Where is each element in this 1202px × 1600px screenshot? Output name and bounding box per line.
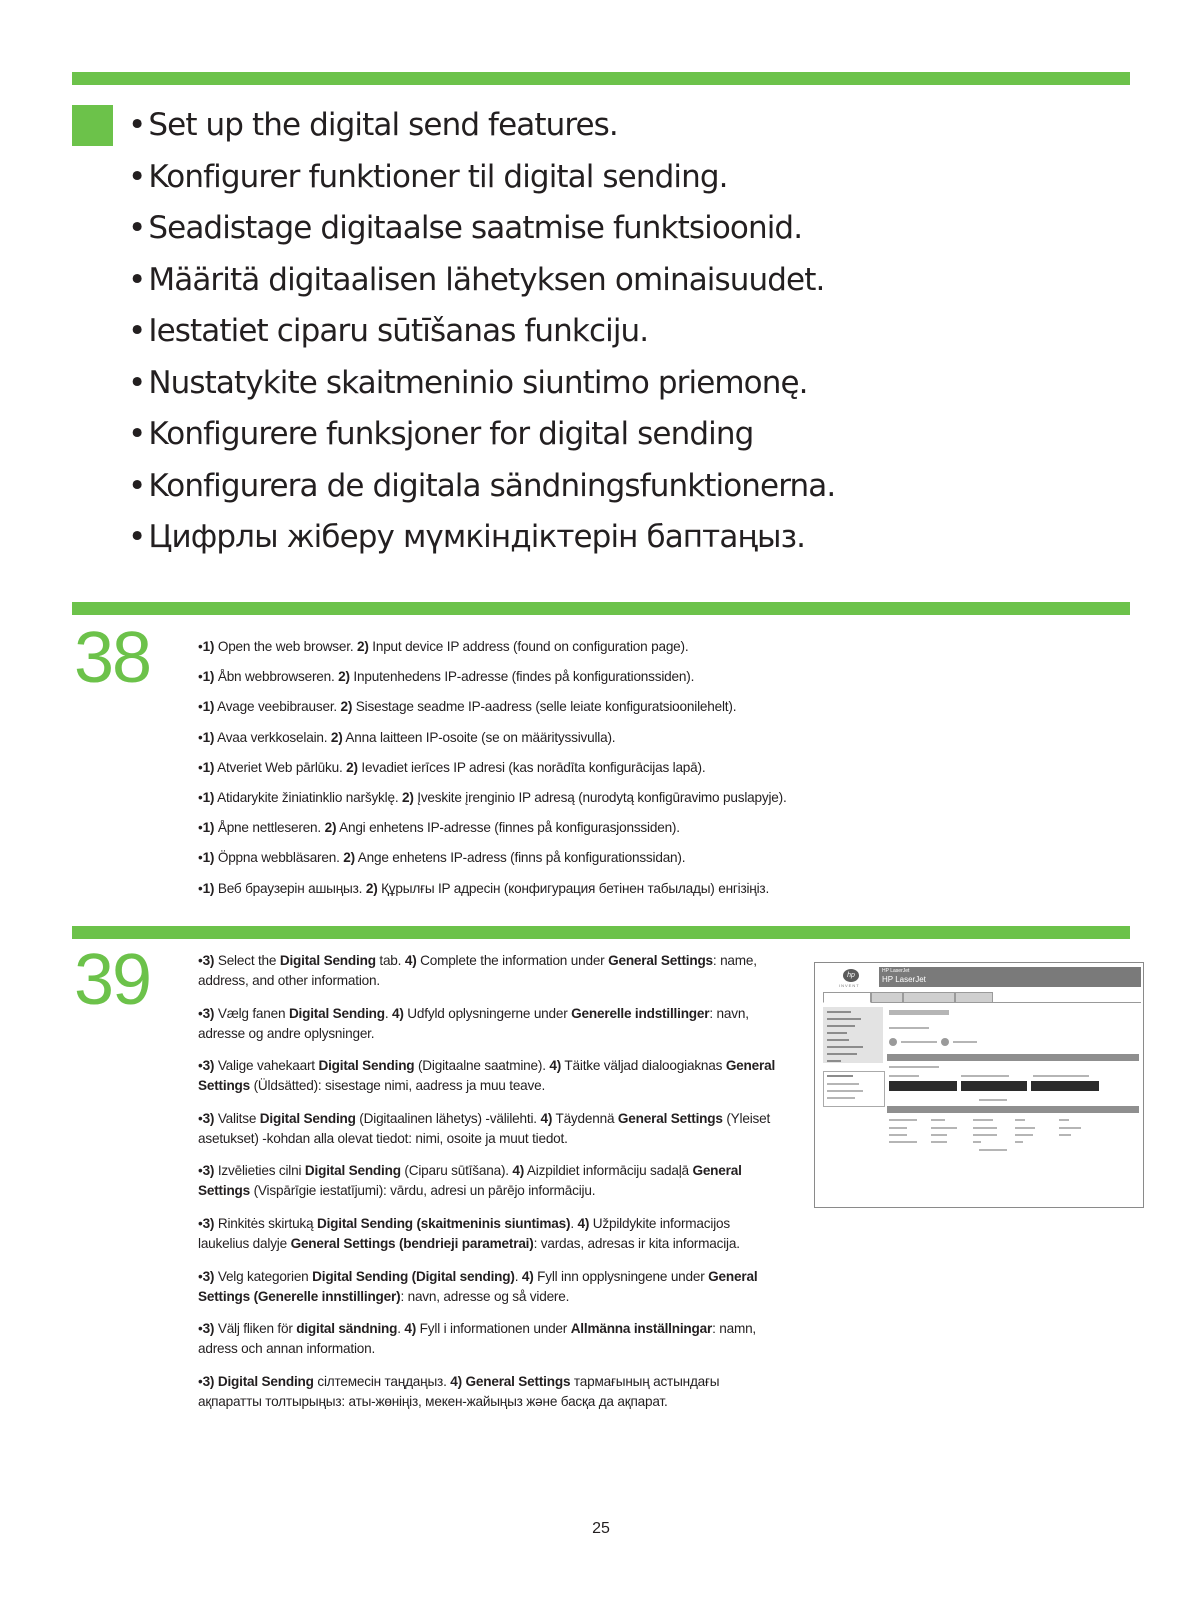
header-title: •Seadistage digitaalse saatmise funktsioonid. — [128, 210, 803, 246]
sidebar-line — [827, 1083, 859, 1085]
header-title: •Цифрлы жіберу мүмкіндіктерін баптаңыз. — [128, 519, 806, 555]
content-line — [931, 1119, 945, 1121]
instruction-line: •1) Öppna webbläsaren. 2) Ange enhetens IP-adress (finns på konfigurationssidan). — [198, 850, 686, 866]
content-section-header — [887, 1106, 1139, 1113]
hp-logo-area — [817, 965, 878, 986]
content-line — [1059, 1127, 1081, 1129]
content-line — [973, 1134, 997, 1136]
step-39-divider — [72, 926, 1130, 939]
instruction-line: •1) Åpne nettleseren. 2) Angi enhetens IP-adresse (finnes på konfigurasjonssiden). — [198, 820, 680, 836]
header-title: •Iestatiet ciparu sūtīšanas funkciju. — [128, 313, 649, 349]
content-section-header — [887, 1054, 1139, 1061]
instruction-line: •1) Веб браузерін ашыңыз. 2) Құрылғы IP адресін (конфигурация бетінен табылады) енгізіңіз. — [198, 880, 770, 896]
content-line — [889, 1134, 907, 1136]
instruction-paragraph: •3) Valige vahekaart Digital Sending (Digitaalne saatmine). 4) Täitke väljad dialoogiaknas General Settings (Üldsätted): sisestage nimi, aadress ja muu teave. — [198, 1058, 776, 1094]
sidebar-line — [827, 1046, 863, 1048]
header-title: •Konfigurera de digitala sändningsfunktionerna. — [128, 467, 836, 504]
instruction-line: •1) Avage veebibrauser. 2) Sisestage seadme IP-aadress (selle leiate konfiguratsioonilehelt). — [198, 699, 737, 715]
content-title-line — [889, 1010, 949, 1015]
content-line — [973, 1119, 993, 1121]
sidebar-line — [827, 1025, 855, 1027]
content-line — [889, 1141, 917, 1143]
sidebar-line — [827, 1018, 861, 1020]
instruction-paragraph: •3) Valitse Digital Sending (Digitaalinen lähetys) -välilehti. 4) Täydennä General Settings (Yleiset asetukset) -kohdan alla olevat tiedot: nimi, osoite ja muut tiedot. — [198, 1110, 771, 1146]
step-39-instructions — [198, 951, 778, 1424]
top-green-bar — [72, 72, 1130, 85]
section-marker-square — [72, 105, 113, 146]
content-line — [1015, 1134, 1033, 1136]
content-line — [889, 1127, 907, 1129]
embedded-web-server-screenshot — [814, 962, 1144, 1208]
sidebar-line — [827, 1053, 857, 1055]
header-title: •Konfigurer funktioner til digital sending. — [128, 158, 728, 195]
instruction-line: •1) Open the web browser. 2) Input device IP address (found on configuration page). — [198, 639, 689, 654]
instruction-line: •1) Åbn webbrowseren. 2) Inputenhedens IP-adresse (findes på konfigurationssiden). — [198, 669, 695, 685]
status-icon — [941, 1038, 949, 1046]
step-39-number: 39 — [74, 940, 151, 1020]
header-title: •Nustatykite skaitmeninio siuntimo priemonę. — [128, 364, 808, 401]
supply-gauge — [889, 1081, 957, 1091]
content-line — [931, 1141, 947, 1143]
content-line — [931, 1134, 947, 1136]
sidebar-line — [827, 1039, 849, 1041]
screenshot-tab — [871, 992, 903, 1003]
step-38-instructions — [198, 632, 787, 904]
content-line — [1015, 1141, 1023, 1143]
page-number: 25 — [592, 1520, 610, 1537]
header-title: •Set up the digital send features. — [128, 107, 618, 143]
screenshot-header-title: HP LaserJet — [882, 975, 926, 984]
content-line — [979, 1149, 1007, 1151]
hp-logo-tagline: INVENT — [839, 983, 860, 988]
instruction-paragraph: •3) Digital Sending сілтемесін таңдаңыз. 4) General Settings тармағының астындағы ақпаратты толтырыңыз: аты-жөніңіз, мекен-жайыңыз және басқа да ақпарат. — [198, 1373, 720, 1409]
screenshot-tab — [903, 992, 955, 1003]
content-line — [1033, 1075, 1089, 1077]
supply-gauge — [961, 1081, 1027, 1091]
content-line — [889, 1066, 939, 1068]
content-line — [961, 1075, 1009, 1077]
header-title: •Määritä digitaalisen lähetyksen ominaisuudet. — [128, 261, 825, 298]
sidebar-line — [827, 1097, 855, 1099]
instruction-line: •1) Atveriet Web pārlūku. 2) Ievadiet ierīces IP adresi (kas norādīta konfigurācijas lapā). — [198, 759, 706, 775]
sidebar-line — [827, 1011, 851, 1013]
sidebar-line — [827, 1060, 841, 1062]
instruction-paragraph: •3) Välj fliken för digital sändning. 4) Fyll i informationen under Allmänna inställningar: namn, adress och annan information. — [198, 1321, 757, 1357]
supply-gauge — [1031, 1081, 1099, 1091]
step-38-number: 38 — [74, 618, 151, 698]
content-line — [1015, 1127, 1035, 1129]
instruction-line: •1) Avaa verkkoselain. 2) Anna laitteen IP-osoite (se on määrityssivulla). — [198, 729, 616, 745]
instruction-paragraph: •3) Vælg fanen Digital Sending. 4) Udfyld oplysningerne under Generelle indstillinger: navn, adresse og andre oplysninger. — [198, 1005, 749, 1041]
content-line — [973, 1141, 981, 1143]
status-icon — [889, 1038, 897, 1046]
content-line — [1059, 1119, 1069, 1121]
instruction-paragraph: •3) Velg kategorien Digital Sending (Digital sending). 4) Fyll inn opplysningene under General Settings (Generelle innstillinger): navn, adresse og så videre. — [198, 1268, 758, 1304]
content-line — [889, 1075, 919, 1077]
content-line — [979, 1099, 1007, 1101]
screenshot-header — [879, 967, 1141, 987]
sidebar-line — [827, 1075, 853, 1077]
screenshot-tab — [955, 992, 993, 1003]
header-title-list — [128, 100, 835, 564]
screenshot-header-small: HP LaserJet — [882, 968, 910, 974]
hp-logo-icon: hp — [843, 969, 859, 982]
instruction-paragraph: •3) Rinkitės skirtuką Digital Sending (skaitmeninis siuntimas). 4) Užpildykite informacijos laukelius dalyje General Settings (bendrieji parametrai): vardas, adresas ir kita informacija. — [198, 1215, 740, 1251]
content-line — [901, 1041, 937, 1043]
step-38-divider — [72, 602, 1130, 615]
instruction-line: •1) Atidarykite žiniatinklio naršyklę. 2) Įveskite įrenginio IP adresą (nurodytą konfigūravimo puslapyje). — [198, 790, 787, 806]
sidebar-line — [827, 1090, 863, 1092]
content-line — [973, 1127, 997, 1129]
content-line — [1015, 1119, 1025, 1121]
screenshot-tab — [823, 992, 871, 1003]
sidebar-line — [827, 1032, 847, 1034]
screenshot-tabs — [823, 992, 1141, 1003]
content-line — [889, 1027, 929, 1029]
instruction-paragraph: •3) Select the Digital Sending tab. 4) Complete the information under General Settings: name, address, and other information. — [198, 953, 757, 988]
instruction-paragraph: •3) Izvēlieties cilni Digital Sending (Ciparu sūtīšana). 4) Aizpildiet informāciju sadaļā General Settings (Vispārīgie iestatījumi): vārdu, adresi un pārējo informāciju. — [198, 1163, 742, 1199]
content-line — [1059, 1134, 1071, 1136]
content-line — [931, 1127, 957, 1129]
content-line — [889, 1119, 917, 1121]
content-line — [953, 1041, 977, 1043]
header-title: •Konfigurere funksjoner for digital sending — [128, 416, 754, 452]
